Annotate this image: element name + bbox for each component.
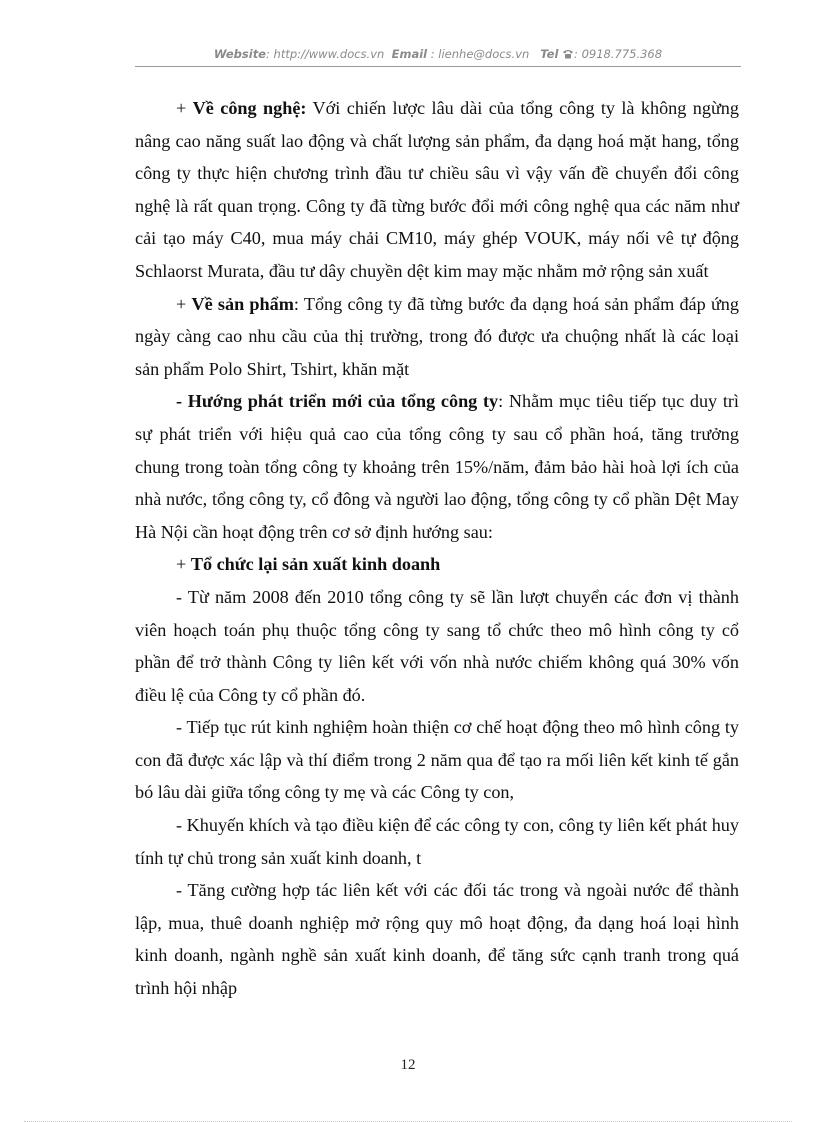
header-divider: [135, 66, 741, 67]
email-label: Email: [391, 47, 428, 61]
document-body: [135, 92, 739, 1005]
paragraph-bullet-cooperation: [135, 874, 739, 1004]
page-header: [135, 47, 741, 61]
tel-label: Tel: [540, 47, 559, 61]
paragraph-text: - Tăng cường hợp tác liên kết với các đối tác trong và ngoài nước để thành lập, mua, thuê doanh nghiệp mở rộng quy mô hoạt động, đa dạng hoá loại hình kinh doanh, ngành nghề sản xuất kinh doanh, để tăng sức cạnh tranh trong quá trình hội nhập: [135, 880, 739, 999]
paragraph-text: - Từ năm 2008 đến 2010 tổng công ty sẽ lần lượt chuyển các đơn vị thành viên hoạch toán phụ thuộc tổng công ty sang tổ chức theo mô hình công ty cổ phần để trở thành Công ty liên kết với vốn nhà nước chiếm không quá 30% vốn điều lệ của Công ty cổ phần đó.: [135, 586, 739, 705]
website-label: Website: [213, 47, 266, 61]
paragraph-development-direction: [135, 385, 739, 548]
paragraph-heading: - Hướng phát triển mới của tổng công ty: [176, 391, 499, 412]
paragraph-lead: +: [176, 293, 192, 314]
paragraph-lead: +: [176, 98, 193, 118]
website-value: : http://www.docs.vn: [266, 47, 385, 61]
email-value: : lienhe@docs.vn: [430, 47, 530, 61]
paragraph-bullet-experience: [135, 711, 739, 809]
footer-divider: [24, 1121, 792, 1122]
paragraph-text: : Tổng công ty đã từng bước đa dạng hoá sản phẩm đáp ứng ngày càng cao nhu cầu của thị trường, trong đó được ưa chuộng nhất là các loại sản phẩm Polo Shirt, Tshirt, khăn mặt: [135, 293, 739, 379]
paragraph-reorganize-heading: [135, 548, 739, 581]
page-number: 12: [400, 1057, 416, 1073]
paragraph-heading: Về sản phẩm: [191, 293, 294, 314]
paragraph-text: Với chiến lược lâu dài của tổng công ty là không ngừng nâng cao năng suất lao động và chất lượng sản phẩm, đa dạng hoá mặt hang, tổng công ty thực hiện chương trình đầu tư chiều sâu vì vậy vấn đề chuyển đổi công nghệ là rất quan trọng. Công ty đã từng bước đổi mới công nghệ qua các năm như cải tạo máy C40, mua máy chải CM10, máy ghép VOUK, máy nối vê tự động Schlaorst Murata, đầu tư dây chuyền dệt kim may mặc nhằm mở rộng sản xuất: [135, 98, 739, 281]
paragraph-text: - Tiếp tục rút kinh nghiệm hoàn thiện cơ chế hoạt động theo mô hình công ty con đã được xác lập và thí điểm trong 2 năm qua để tạo ra mối liên kết kinh tế gắn bó lâu dài giữa tổng công ty mẹ và các Công ty con,: [135, 717, 739, 803]
paragraph-technology: [135, 92, 739, 288]
paragraph-bullet-2008: [135, 581, 739, 711]
phone-icon: [562, 49, 574, 59]
paragraph-lead: +: [176, 554, 191, 575]
tel-value: : 0918.775.368: [574, 47, 663, 61]
paragraph-bullet-encourage: [135, 809, 739, 874]
paragraph-products: [135, 288, 739, 386]
paragraph-text: : Nhằm mục tiêu tiếp tục duy trì sự phát triển với hiệu quả cao của tổng công ty sau cổ phần hoá, tăng trưởng chung trong toàn tổng công ty khoảng trên 15%/năm, đảm bảo hài hoà lợi ích của nhà nước, tổng công ty, cổ đông và người lao động, tổng công ty cổ phần Dệt May Hà Nội cần hoạt động trên cơ sở định hướng sau:: [135, 391, 739, 542]
paragraph-heading: Tổ chức lại sản xuất kinh doanh: [190, 554, 441, 575]
paragraph-heading: Về công nghệ:: [192, 98, 307, 118]
paragraph-text: - Khuyến khích và tạo điều kiện để các công ty con, công ty liên kết phát huy tính tự chủ trong sản xuất kinh doanh, t: [135, 815, 739, 868]
